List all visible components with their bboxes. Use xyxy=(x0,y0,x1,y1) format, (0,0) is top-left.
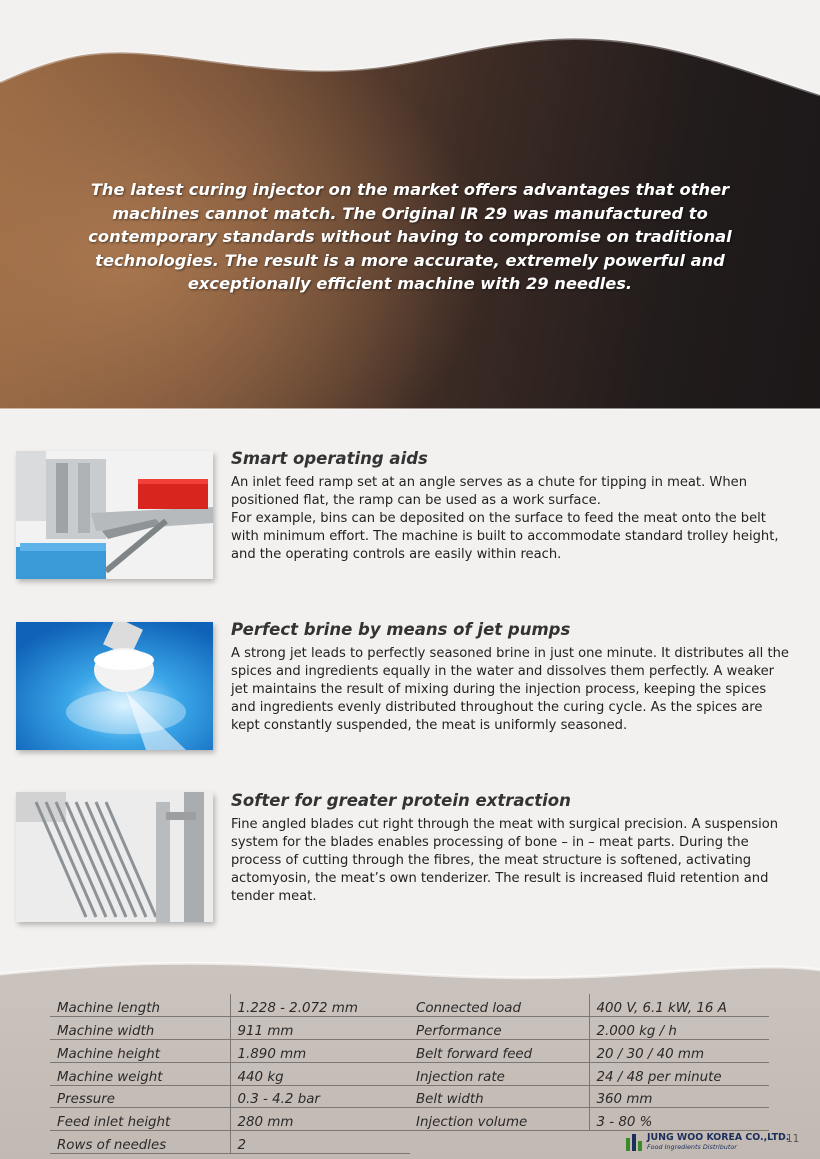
hero-banner xyxy=(0,0,820,430)
spec-value: 280 mm xyxy=(230,1108,410,1131)
spec-label: Connected load xyxy=(409,994,589,1017)
company-logo xyxy=(625,1130,789,1154)
spec-label: Feed inlet height xyxy=(50,1108,230,1131)
spec-label: Machine height xyxy=(50,1040,230,1063)
spec-row xyxy=(50,994,410,1017)
spec-value: 1.228 - 2.072 mm xyxy=(230,994,410,1017)
spec-label: Injection volume xyxy=(409,1108,589,1131)
logo-tagline: Food Ingredients Distributor xyxy=(647,1143,737,1151)
feature-body: An inlet feed ramp set at an angle serves as a chute for tipping in meat. When positioned flat, the ramp can be used as a work surface. For example, bins can be deposited on the surface to feed the meat onto the belt with minimum effort. The machine is built to accommodate standard trolley height, and the operating controls are easily within reach. xyxy=(231,475,779,562)
logo-mark-icon xyxy=(625,1132,643,1152)
feature-jet-pumps xyxy=(0,610,820,760)
spec-label: Rows of needles xyxy=(50,1131,230,1154)
intro-text: The latest curing injector on the market offers advantages that other machines cannot match. The Original IR 29 was manufactured to contemporary standards without having to compromise on traditional technologies. The result is a more accurate, extremely powerful and exceptionally efficient machine with 29 needles. xyxy=(88,180,732,294)
feature-body: Fine angled blades cut right through the meat with surgical precision. A suspension system for the blades enables processing of bone – in – meat parts. During the process of cutting through the fibres, the meat structure is softened, activating actomyosin, the meat’s own tenderizer. The result is increased fluid retention and tender meat. xyxy=(231,817,779,904)
spec-label: Belt width xyxy=(409,1085,589,1108)
spec-row xyxy=(50,1062,410,1085)
spec-value: 24 / 48 per minute xyxy=(589,1062,769,1085)
spec-value: 360 mm xyxy=(589,1085,769,1108)
spec-label: Injection rate xyxy=(409,1062,589,1085)
spec-row xyxy=(409,1040,769,1063)
spec-value: 3 - 80 % xyxy=(589,1108,769,1131)
logo-name: JUNG WOO KOREA CO.,LTD. xyxy=(647,1132,790,1143)
spec-label: Performance xyxy=(409,1017,589,1040)
spec-row xyxy=(409,1062,769,1085)
spec-label: Machine weight xyxy=(50,1062,230,1085)
spec-row xyxy=(50,1085,410,1108)
spec-value: 1.890 mm xyxy=(230,1040,410,1063)
spec-row xyxy=(50,1108,410,1131)
spec-label: Machine width xyxy=(50,1017,230,1040)
spec-row xyxy=(50,1040,410,1063)
spec-label: Machine length xyxy=(50,994,230,1017)
spec-row xyxy=(409,1017,769,1040)
spec-value: 400 V, 6.1 kW, 16 A xyxy=(589,994,769,1017)
spec-value: 440 kg xyxy=(230,1062,410,1085)
spec-value: 2 xyxy=(230,1131,410,1154)
spec-row xyxy=(409,1108,769,1131)
feature-blades xyxy=(0,780,820,930)
spec-label: Belt forward feed xyxy=(409,1040,589,1063)
feature-title: Perfect brine by means of jet pumps xyxy=(231,620,571,639)
spec-row xyxy=(409,994,769,1017)
page-number: 11 xyxy=(786,1133,800,1145)
spec-row xyxy=(50,1017,410,1040)
spec-value: 0.3 - 4.2 bar xyxy=(230,1085,410,1108)
feature-smart-operating-aids xyxy=(0,440,820,590)
spec-value: 20 / 30 / 40 mm xyxy=(589,1040,769,1063)
spec-label: Pressure xyxy=(50,1085,230,1108)
spec-value: 911 mm xyxy=(230,1017,410,1040)
spec-table-left xyxy=(50,994,410,1154)
feed-ramp-photo xyxy=(16,451,213,579)
spec-value: 2.000 kg / h xyxy=(589,1017,769,1040)
feature-title: Softer for greater protein extraction xyxy=(231,791,571,810)
top-wave-decoration xyxy=(0,0,820,120)
hero-bottom-edge xyxy=(0,395,820,430)
feature-body: A strong jet leads to perfectly seasoned brine in just one minute. It distributes all the spices and ingredients equally in the water and dissolves them perfectly. A weaker jet maintains the result of mixing during the injection process, keeping the spices and ingredients evenly distributed throughout the curing cycle. As the spices are kept constantly suspended, the meat is uniformly seasoned. xyxy=(231,646,789,733)
spec-row xyxy=(409,1085,769,1108)
feature-title: Smart operating aids xyxy=(231,449,428,468)
blades-photo xyxy=(16,792,213,922)
spec-row xyxy=(50,1131,410,1154)
spec-table-right xyxy=(409,994,769,1131)
brine-jet-photo xyxy=(16,622,213,750)
